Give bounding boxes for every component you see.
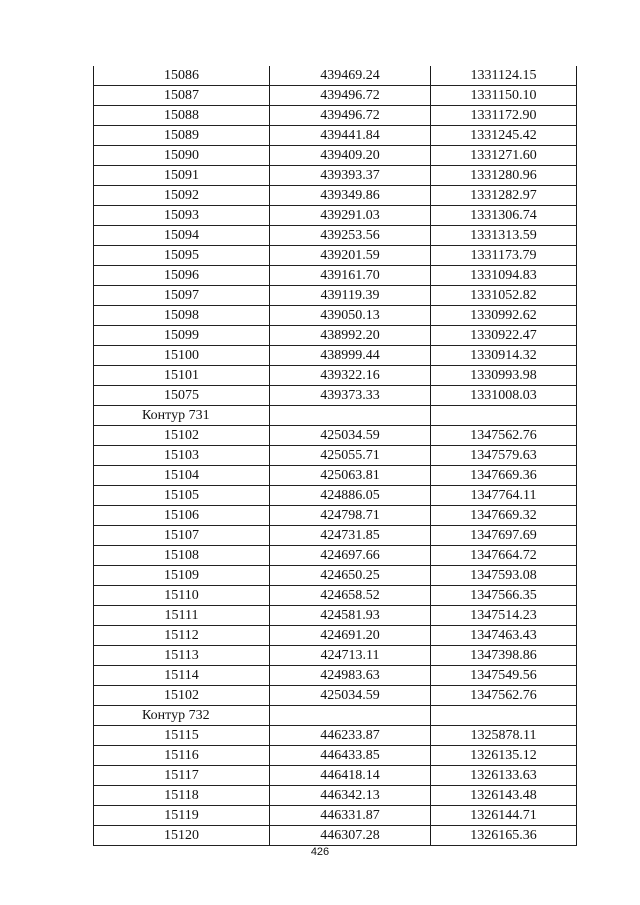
x-coordinate-cell: 439469.24 [270,66,431,86]
table-row [94,366,577,386]
point-id-cell: 15086 [94,66,270,86]
x-coordinate-cell: 424798.71 [270,506,431,526]
x-coordinate-cell: 446331.87 [270,806,431,826]
point-id-cell: 15091 [94,166,270,186]
point-id-cell: 15101 [94,366,270,386]
x-coordinate-cell: 438992.20 [270,326,431,346]
point-id-cell: 15099 [94,326,270,346]
table-row [94,266,577,286]
x-coordinate-cell: 446342.13 [270,786,431,806]
point-id-cell: 15109 [94,566,270,586]
y-coordinate-cell: 1347764.11 [431,486,577,506]
table-row [94,326,577,346]
x-coordinate-cell: 438999.44 [270,346,431,366]
y-coordinate-cell: 1331280.96 [431,166,577,186]
coordinates-table [93,66,577,846]
point-id-cell: 15117 [94,766,270,786]
page-number: 426 [310,846,330,858]
coordinates-table-body [94,66,577,846]
x-coordinate-cell: 439496.72 [270,86,431,106]
y-coordinate-cell: 1347697.69 [431,526,577,546]
point-id-cell: 15104 [94,466,270,486]
y-coordinate-cell: 1325878.11 [431,726,577,746]
point-id-cell: 15118 [94,786,270,806]
y-coordinate-cell: 1331008.03 [431,386,577,406]
y-coordinate-cell: 1347463.43 [431,626,577,646]
point-id-cell: 15093 [94,206,270,226]
y-coordinate-cell: 1347398.86 [431,646,577,666]
point-id-cell: 15107 [94,526,270,546]
table-row [94,306,577,326]
y-coordinate-cell: 1347669.36 [431,466,577,486]
point-id-cell: 15103 [94,446,270,466]
point-id-cell: 15098 [94,306,270,326]
y-coordinate-cell: 1331173.79 [431,246,577,266]
empty-cell [270,406,431,426]
table-row [94,586,577,606]
y-coordinate-cell: 1331124.15 [431,66,577,86]
point-id-cell: 15100 [94,346,270,366]
y-coordinate-cell: 1347566.35 [431,586,577,606]
x-coordinate-cell: 424658.52 [270,586,431,606]
y-coordinate-cell: 1347669.32 [431,506,577,526]
point-id-cell: 15106 [94,506,270,526]
table-row [94,806,577,826]
table-row [94,606,577,626]
x-coordinate-cell: 424697.66 [270,546,431,566]
x-coordinate-cell: 446418.14 [270,766,431,786]
y-coordinate-cell: 1331245.42 [431,126,577,146]
y-coordinate-cell: 1347593.08 [431,566,577,586]
x-coordinate-cell: 425034.59 [270,426,431,446]
empty-cell [270,706,431,726]
x-coordinate-cell: 446307.28 [270,826,431,846]
table-row [94,786,577,806]
x-coordinate-cell: 424886.05 [270,486,431,506]
table-row [94,166,577,186]
x-coordinate-cell: 439050.13 [270,306,431,326]
point-id-cell: 15108 [94,546,270,566]
y-coordinate-cell: 1331282.97 [431,186,577,206]
point-id-cell: 15095 [94,246,270,266]
y-coordinate-cell: 1331306.74 [431,206,577,226]
table-row [94,486,577,506]
x-coordinate-cell: 439253.56 [270,226,431,246]
table-row [94,566,577,586]
point-id-cell: 15094 [94,226,270,246]
x-coordinate-cell: 439349.86 [270,186,431,206]
point-id-cell: 15112 [94,626,270,646]
empty-cell [431,706,577,726]
y-coordinate-cell: 1331094.83 [431,266,577,286]
x-coordinate-cell: 424691.20 [270,626,431,646]
table-row [94,106,577,126]
x-coordinate-cell: 439409.20 [270,146,431,166]
table-row [94,626,577,646]
y-coordinate-cell: 1326144.71 [431,806,577,826]
y-coordinate-cell: 1330992.62 [431,306,577,326]
table-row [94,526,577,546]
table-row [94,86,577,106]
x-coordinate-cell: 424983.63 [270,666,431,686]
point-id-cell: 15096 [94,266,270,286]
point-id-cell: 15114 [94,666,270,686]
contour-label: Контур 732 [94,706,270,726]
table-row [94,686,577,706]
point-id-cell: 15097 [94,286,270,306]
table-row [94,646,577,666]
x-coordinate-cell: 439201.59 [270,246,431,266]
point-id-cell: 15110 [94,586,270,606]
y-coordinate-cell: 1347562.76 [431,426,577,446]
table-row [94,726,577,746]
y-coordinate-cell: 1331172.90 [431,106,577,126]
y-coordinate-cell: 1347514.23 [431,606,577,626]
x-coordinate-cell: 439322.16 [270,366,431,386]
x-coordinate-cell: 439119.39 [270,286,431,306]
table-row [94,386,577,406]
y-coordinate-cell: 1331150.10 [431,86,577,106]
point-id-cell: 15115 [94,726,270,746]
y-coordinate-cell: 1347549.56 [431,666,577,686]
y-coordinate-cell: 1330922.47 [431,326,577,346]
table-row [94,126,577,146]
table-row [94,766,577,786]
x-coordinate-cell: 425034.59 [270,686,431,706]
table-row [94,826,577,846]
table-row [94,466,577,486]
table-row [94,246,577,266]
contour-header-row [94,406,577,426]
x-coordinate-cell: 439373.33 [270,386,431,406]
y-coordinate-cell: 1347664.72 [431,546,577,566]
point-id-cell: 15075 [94,386,270,406]
table-row [94,346,577,366]
table-row [94,506,577,526]
table-row [94,666,577,686]
x-coordinate-cell: 425063.81 [270,466,431,486]
y-coordinate-cell: 1347579.63 [431,446,577,466]
point-id-cell: 15113 [94,646,270,666]
point-id-cell: 15092 [94,186,270,206]
y-coordinate-cell: 1331271.60 [431,146,577,166]
point-id-cell: 15087 [94,86,270,106]
y-coordinate-cell: 1331052.82 [431,286,577,306]
y-coordinate-cell: 1347562.76 [431,686,577,706]
table-row [94,546,577,566]
table-row [94,186,577,206]
contour-header-row [94,706,577,726]
x-coordinate-cell: 439441.84 [270,126,431,146]
point-id-cell: 15111 [94,606,270,626]
x-coordinate-cell: 446233.87 [270,726,431,746]
table-row [94,446,577,466]
y-coordinate-cell: 1330914.32 [431,346,577,366]
point-id-cell: 15105 [94,486,270,506]
point-id-cell: 15119 [94,806,270,826]
x-coordinate-cell: 424581.93 [270,606,431,626]
x-coordinate-cell: 439291.03 [270,206,431,226]
table-row [94,66,577,86]
y-coordinate-cell: 1326165.36 [431,826,577,846]
y-coordinate-cell: 1331313.59 [431,226,577,246]
point-id-cell: 15102 [94,426,270,446]
x-coordinate-cell: 424713.11 [270,646,431,666]
table-row [94,206,577,226]
x-coordinate-cell: 439393.37 [270,166,431,186]
table-row [94,746,577,766]
y-coordinate-cell: 1326133.63 [431,766,577,786]
point-id-cell: 15116 [94,746,270,766]
point-id-cell: 15088 [94,106,270,126]
x-coordinate-cell: 439161.70 [270,266,431,286]
point-id-cell: 15090 [94,146,270,166]
point-id-cell: 15120 [94,826,270,846]
x-coordinate-cell: 424731.85 [270,526,431,546]
y-coordinate-cell: 1326135.12 [431,746,577,766]
table-row [94,286,577,306]
point-id-cell: 15089 [94,126,270,146]
y-coordinate-cell: 1330993.98 [431,366,577,386]
y-coordinate-cell: 1326143.48 [431,786,577,806]
x-coordinate-cell: 424650.25 [270,566,431,586]
table-row [94,146,577,166]
empty-cell [431,406,577,426]
x-coordinate-cell: 446433.85 [270,746,431,766]
table-row [94,426,577,446]
point-id-cell: 15102 [94,686,270,706]
contour-label: Контур 731 [94,406,270,426]
table-row [94,226,577,246]
x-coordinate-cell: 425055.71 [270,446,431,466]
x-coordinate-cell: 439496.72 [270,106,431,126]
